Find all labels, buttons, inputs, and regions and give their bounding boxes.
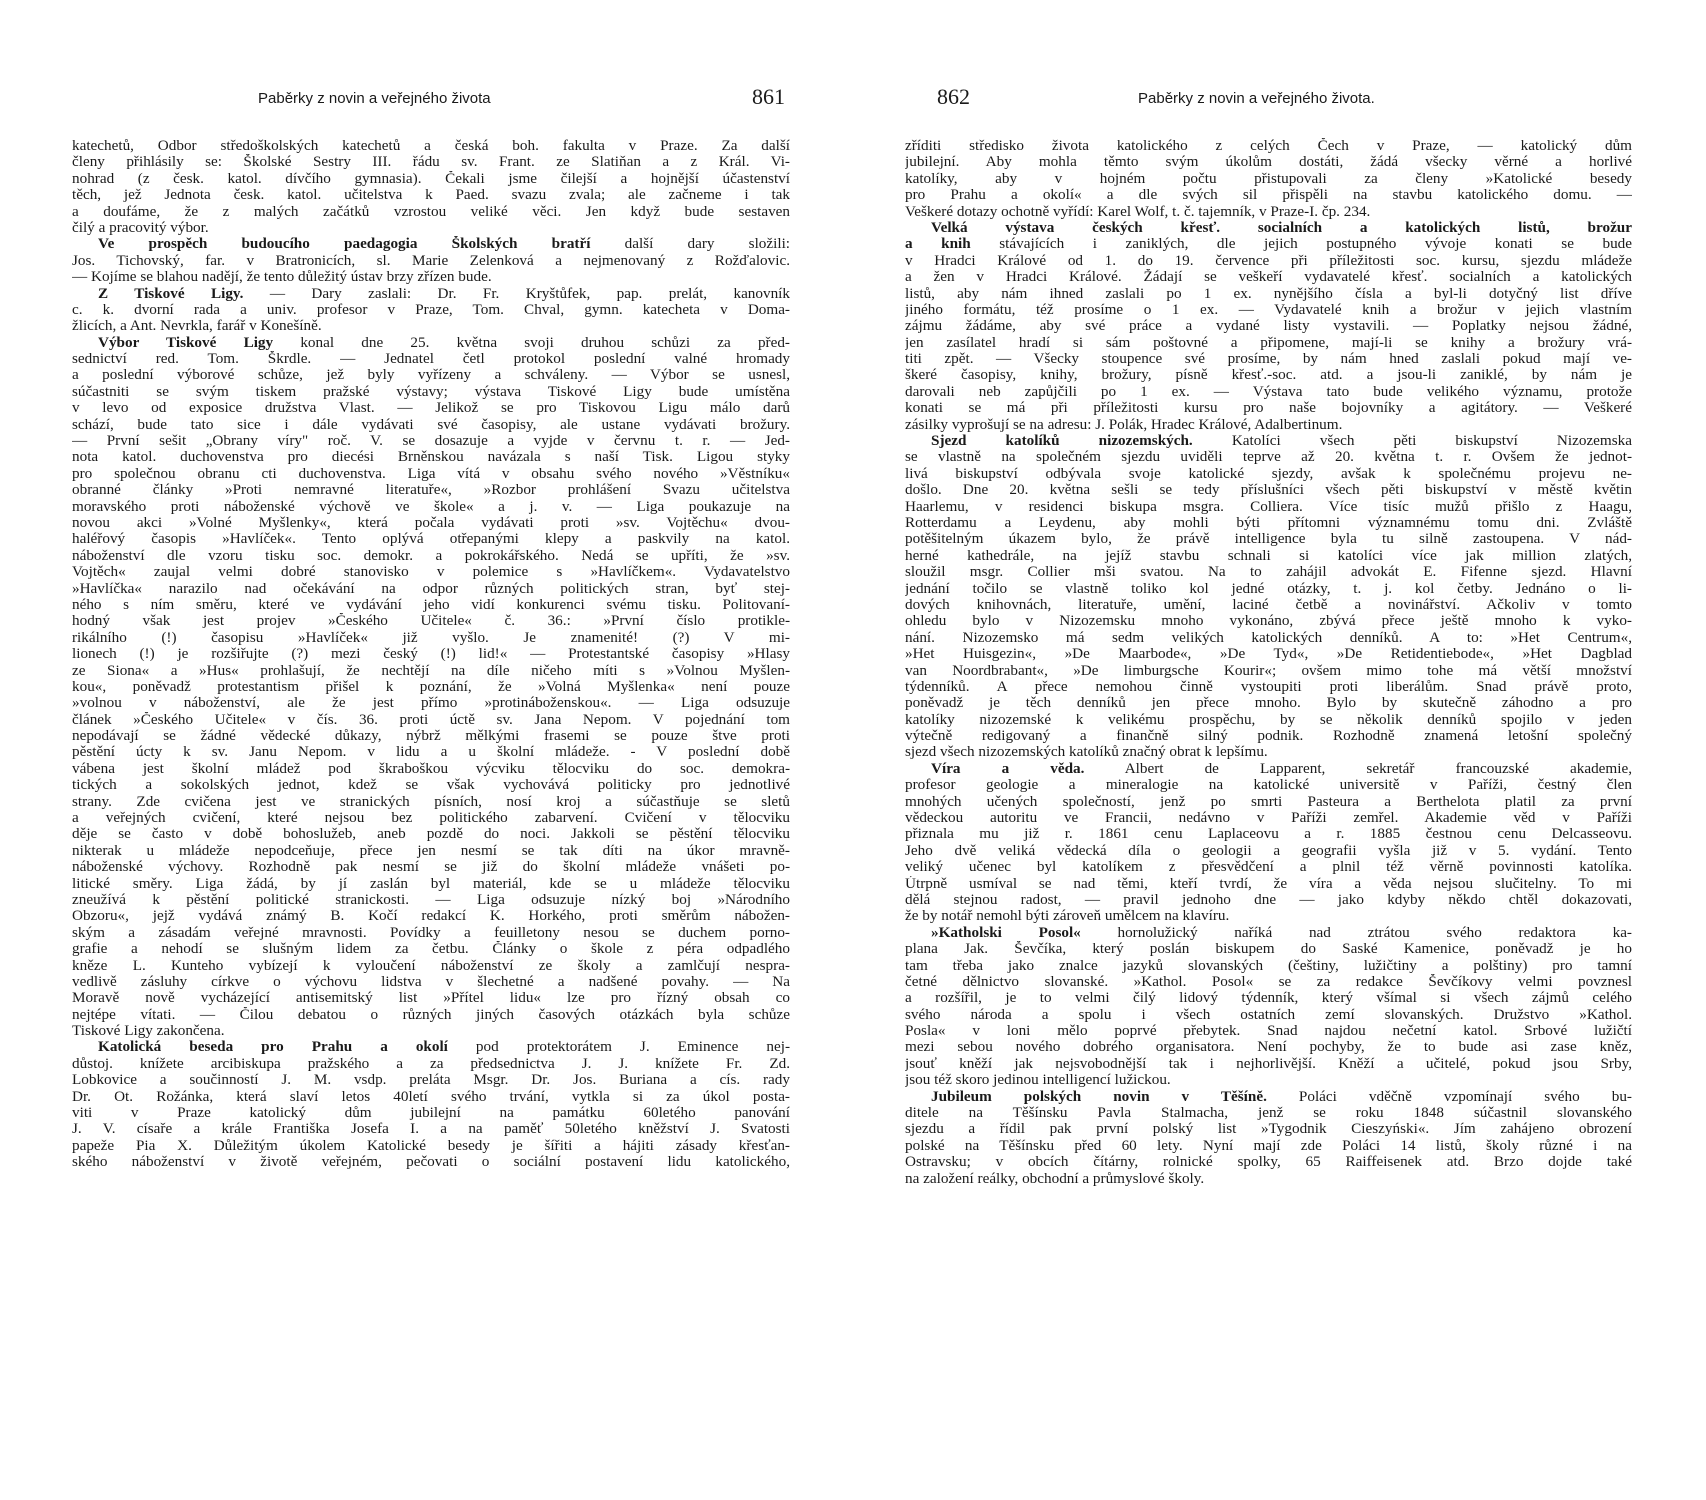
text-line: sjezdu a řídil pak první polský list »Tygodnik Cieszyński«. Jím zahájeno obrození: [905, 1121, 1632, 1138]
text-line: listů, aby nám ihned zaslali po 1 ex. nynějšího čísla a byl-li dotyčný list dříve: [905, 285, 1632, 302]
text-line: týdenníků. A přece nemohou činně vystoupiti proti liberálům. Snad právě proto,: [905, 678, 1632, 695]
running-head: Paběrky z novin a veřejného života: [258, 90, 491, 107]
text-line: a rozšířil, je to velmi čilý lidový týdenník, který všímal si všech zájmů celého: [905, 990, 1632, 1007]
text-line: vábena jest školní mládež pod škraboškou výcviku tělocviku do soc. demokra-: [72, 760, 790, 777]
text-line: nání. Nizozemsko má sedm velikých katolických denníků. A to: »Het Centrum«,: [905, 629, 1632, 646]
text-line: jiného formátu, též prosíme o 1 ex. — Vydavatelé knih a brožur v jejich vlastním: [905, 301, 1632, 318]
text-line: konati se má při příležitosti kursu pro naše bojovníky a agitátory. — Veškeré: [905, 400, 1632, 417]
text-line: ohledu bylo v Nizozemsku mnoho vykonáno, zbývá přece ještě mnoho k vyko-: [905, 613, 1632, 630]
text-line: přiznala mu již r. 1861 cenu Laplaceovu a r. 1885 čestnou cenu Delcasseovu.: [905, 826, 1632, 843]
text-line: Veškeré dotazy ochotně vyřídí: Karel Wolf, t. č. tajemník, v Praze-I. čp. 234.: [905, 203, 1371, 220]
text-line: dělá stejnou radost, — pravil jednoho dne — jako kdyby někdo chtěl dokazovati,: [905, 891, 1632, 908]
text-line: van Noordbrabant«, »De limburgsche Kourir«; ovšem mimo tohe má větší množství: [905, 662, 1632, 679]
text-line: papeže Pia X. Důležitým úkolem Katolické besedy je šířiti a hájiti zásady křesťan-: [72, 1137, 790, 1154]
text-line: mnohých učených společností, jenž po smrti Pasteura a Berthelota platil za první: [905, 793, 1632, 810]
text-line: viti v Praze katolický dům jubilejní na památku 60letého panování: [72, 1105, 790, 1122]
text-line: strany. Zde cvičena jest ve stranických písních, nosí kroj a súčastňuje se sletů: [72, 793, 790, 810]
page-number: 861: [752, 84, 785, 109]
text-line: sednictví red. Tom. Škrdle. — Jednatel četl protokol poslední valné hromady: [72, 351, 790, 368]
text-line: v levo od exposice družstva Vlast. — Jelikož se pro Tiskovou Ligu málo darů: [72, 400, 790, 417]
text-line: nejtépe vítati. — Čilou debatou o různých jiných časových otázkách byla schůze: [72, 1006, 790, 1023]
text-line: Ve prospěch budoucího paedagogia Školských bratří další dary složili:: [98, 236, 790, 253]
text-line: katolíky nizozemské k velikému prospěchu, by se několik denníků spojilo v jeden: [905, 711, 1632, 728]
text-line: Výbor Tiskové Ligy konal dne 25. května svoji druhou schůzi za před-: [98, 334, 790, 351]
text-line: se vlastně na společném sjezdu uviděli teprve až 20. května t. r. Ovšem že jednot-: [905, 449, 1632, 466]
text-line: grafie a nehodí se slušným lidem za četbu. Články o škole z péra odpadlého: [72, 941, 790, 958]
text-line: Z Tiskové Ligy. — Dary zaslali: Dr. Fr. Kryštůfek, pap. prelát, kanovník: [98, 285, 790, 302]
text-line: těch, jež Jednota česk. katol. učitelstva k Paed. svazu zvala; ale začneme i tak: [72, 187, 790, 204]
text-line: nota katol. duchovenstva pro diecési Brněnskou navázala s naší Tisk. Ligou styky: [72, 449, 790, 466]
text-line: zájmu žádáme, aby své práce a vydané listy vystavili. — Poplatky nejsou žádné,: [905, 318, 1632, 335]
text-line: nohrad (z česk. katol. dívčího gymnasia). Čekali jsme čilejší a hojnější účastenství: [72, 170, 790, 187]
text-column: [72, 138, 790, 1171]
text-line: vědeckou autoritu ve Francii, nedávno v Paříži zemřel. Akademie věd v Paříži: [905, 810, 1632, 827]
text-line: tam třeba jako znalce jazyků slovanských (češtiny, lužičtiny a polštiny) pro tamní: [905, 957, 1632, 974]
text-line: a doufáme, že z malých začátků vzrostou veliké věci. Jen když bude sestaven: [72, 203, 790, 220]
text-line: a poslední výborové schůze, jež byly vyřízeny a schváleny. — Výbor se usnesl,: [72, 367, 790, 384]
running-head: Paběrky z novin a veřejného života.: [1138, 90, 1375, 107]
text-line: veliký učenec byl katolíkem z přesvědčení a plnil též věrně povinnosti katolíka.: [905, 859, 1632, 876]
text-line: Víra a věda. Albert de Lapparent, sekretář francouzské akademie,: [931, 760, 1632, 777]
text-line: Ostravsku; v obcích čítárny, rolnické spolky, 65 Raiffeisenek atd. Brzo dojde také: [905, 1154, 1632, 1171]
text-line: Jeho dvě veliká vědecká díla o geologii a geografii vyšla již v 5. vydání. Tento: [905, 842, 1632, 859]
page-number: 862: [937, 84, 970, 109]
text-line: kou«, poněvadž protestantism přišel k poznání, že »Volná Myšlenka« není pouze: [72, 678, 790, 695]
right-page: [853, 0, 1706, 1500]
text-line: ného s ním směru, které ve vydávání jeho vidí konkurenci svému tisku. Politovaní-: [72, 596, 790, 613]
text-line: četné dělnictvo slovanské. »Kathol. Posol« se za redakce Ševčíkovy velmi povznesl: [905, 973, 1632, 990]
text-line: Katolická beseda pro Prahu a okolí pod protektorátem J. Eminence nej-: [98, 1039, 790, 1056]
text-line: děje se často v době bohoslužeb, aneb pozdě do noci. Jakkoli se pěstění tělocviku: [72, 826, 790, 843]
text-line: zneužívá k pěstění politické stranickosti. — Liga odsuzuje nízký boj »Národního: [72, 891, 790, 908]
text-line: čilý a pracovitý výbor.: [72, 219, 209, 236]
text-line: hodný však jest projev »Českého Učitele« č. 36.: »První číslo protikle-: [72, 613, 790, 630]
text-line: obranné články »Proti nemravné literatuře«, »Rozbor prohlášení Svazu učitelstva: [72, 482, 790, 499]
text-line: »Havlíčka« narazilo nad očekávání na odpor různých politických stran, byť stej-: [72, 580, 790, 597]
text-line: Jos. Tichovský, far. v Bratronicích, sl. Marie Zelenková a nejmenovaný z Rožďalovic.: [72, 252, 790, 269]
text-line: tických a sokolských jednot, kdež se však vychovává politicky pro jednotlivé: [72, 777, 790, 794]
text-line: Jubileum polských novin v Těšíně. Poláci vděčně vzpomínají svého bu-: [931, 1088, 1632, 1105]
text-line: dových knihovnách, literatuře, umění, laciné četbě a novinářství. Ačkoliv v tomto: [905, 596, 1632, 613]
text-line: kněze L. Kunteho vybízejí k vyloučení náboženství ze školy a zamlčují nespra-: [72, 957, 790, 974]
text-line: ze Siona« a »Hus« prohlašují, že nechtějí na díle ničeho míti s »Volnou Myšlen-: [72, 662, 790, 679]
text-line: novou akci »Volné Myšlenky«, která počala vydávati proti »sv. Vojtěchu« dvou-: [72, 514, 790, 531]
text-line: vedlivě zásluhy církve o výchovu lidstva v šlechetné a nadšené povahy. — Na: [72, 973, 790, 990]
text-line: a veřejných cvičení, které nejsou bez politického zabarvení. Cvičení v tělocviku: [72, 810, 790, 827]
bold-heading: Ve prospěch budoucího paedagogia Školských bratří: [98, 236, 591, 253]
text-line: Útrpně usmíval se nad těmi, kteří tvrdí, že víra a věda nejsou slučitelny. To mi: [905, 875, 1632, 892]
text-line: článek »Českého Učitele« v čís. 36. proti úctě sv. Jana Nepom. V pojednání tom: [72, 711, 790, 728]
text-line: ditele na Těšínsku Pavla Stalmacha, jenž se roku 1848 súčastnil slovanského: [905, 1105, 1632, 1122]
text-line: Lobkovice a součinností J. M. vsdp. preláta Msgr. Dr. Jos. Buriana a cís. rady: [72, 1072, 790, 1089]
text-line: mezi sebou nového dobrého organisatora. Není pochyby, že to bude asi zase kněz,: [905, 1039, 1632, 1056]
text-line: livá biskupství odbývala svoje katolické sjezdy, avšak k společnému projevu ne-: [905, 465, 1632, 482]
text-line: darovali neb zapůjčili po 1 ex. — Výstava tato bude velikého významu, protože: [905, 383, 1632, 400]
bold-heading: Velká výstava českých křesť. socialních a katolických listů, brožur: [931, 219, 1632, 236]
text-line: moravského proti náboženské výchově ve škole« a j. v. — Liga poukazuje na: [72, 498, 790, 515]
text-line: Dr. Ot. Rožánka, která slaví letos 40letí svého trvání, vytkla si za úkol posta-: [72, 1088, 790, 1105]
text-line: pěstění úcty k sv. Janu Nepom. v lidu a u školní mládeže. - V poslední době: [72, 744, 790, 761]
text-line: pro společnou obranu cti duchovenstva. Liga vítá v obsahu svého nového »Věstníku«: [72, 465, 790, 482]
text-line: na založení reálky, obchodní a průmyslové školy.: [905, 1170, 1205, 1187]
text-line: došlo. Dne 20. května sešli se tedy příslušníci všech pěti biskupství v městě květin: [905, 482, 1632, 499]
text-line: v Hradci Králové od 1. do 19. července při příležitosti soc. kursu, sjezdu mládeže: [905, 252, 1632, 269]
text-line: rikálního (!) časopisu »Havlíček« již vyšlo. Je znamenité! (?) V mi-: [72, 629, 790, 646]
text-line: c. k. dvorní rada a univ. profesor v Praze, Tom. Chval, gymn. katecheta v Doma-: [72, 301, 790, 318]
text-line: jen zasílatel hradí si sám poštovné a připomene, mají-li se knihy a brožury vrá-: [905, 334, 1632, 351]
text-line: J. V. císaře a krále Františka Josefa I. a na paměť 50letého kněžství J. Svatosti: [72, 1121, 790, 1138]
text-line: a žen v Hradci Králové. Žádají se veškeří vydavatelé křesť. socialních a katolických: [905, 269, 1632, 286]
bold-heading: »Katholski Posol«: [931, 924, 1081, 941]
text-line: — Kojíme se blahou nadějí, že tento důležitý ústav brzy zřízen bude.: [72, 269, 492, 286]
text-line: Sjezd katolíků nizozemských. Katolíci všech pěti biskupství Nizozemska: [931, 433, 1632, 450]
text-line: potěšitelným úkazem bylo, že právě intelligence byla tu silně zastoupena. V nád-: [905, 531, 1632, 548]
bold-heading: Katolická beseda pro Prahu a okolí: [98, 1039, 448, 1056]
text-line: důstoj. knížete arcibiskupa pražského a za předsednictva J. J. knížete Fr. Zd.: [72, 1055, 790, 1072]
text-line: ským a zásadám veřejné mravnosti. Povídky a feuilletony nesou se duchem porno-: [72, 924, 790, 941]
text-line: katolíky, aby v hojném počtu přistupovali za členy »Katolické besedy: [905, 170, 1632, 187]
bold-heading: Z Tiskové Ligy.: [98, 285, 244, 302]
text-line: zásilky vyprošují se na adresu: J. Polák, Hradec Králové, Adalbertinum.: [905, 416, 1343, 433]
text-line: Moravě nově vycházející antisemitský list »Přítel lidu« lze pro řízný obsah co: [72, 990, 790, 1007]
text-line: členy přihlásily se: Školské Sestry III. řádu sv. Frant. ze Slatiňan a z Král. Vi-: [72, 154, 790, 171]
text-line: jednání točilo se vlastně toliko kol jedné otázky, t. j. kol četby. Jednáno o li-: [905, 580, 1632, 597]
text-line: [905, 220, 1632, 236]
bold-heading: Sjezd katolíků nizozemských.: [931, 433, 1193, 450]
text-line: Vojtěch« zaujal velmi dobré stanovisko v polemice s »Havlíčkem«. Vydavatelstvo: [72, 564, 790, 581]
text-line: »Het Huisgezin«, »De Maarbode«, »De Tyd«, »De Retidentiebode«, »Het Dagblad: [905, 646, 1632, 663]
text-line: škeré časopisy, knihy, brožury, písně křesť.-soc. atd. a jsou-li zaniklé, by nám je: [905, 367, 1632, 384]
text-line: nepodávají se žádné vědecké důkazy, nýbrž mělkými frasemi se pouze štve proti: [72, 728, 790, 745]
text-line: ského náboženství v životě veřejném, pečovati o sociální postavení lidu katolického,: [72, 1154, 790, 1171]
text-line: katechetů, Odbor středoškolských katechetů a česká boh. fakulta v Praze. Za další: [72, 138, 790, 154]
text-line: lionech (!) je rozšiřujte (?) mezi český (!) lid!« — Protestantské časopisy »Hlasy: [72, 646, 790, 663]
text-column: [905, 138, 1632, 1187]
text-line: »Katholski Posol« hornolužický naříká nad ztrátou svého redaktora ka-: [931, 924, 1632, 941]
text-line: Tiskové Ligy zakončena.: [72, 1023, 225, 1040]
text-line: pro Prahu a okolí« a dle svých sil přispěli na stavbu katolického domu. —: [905, 187, 1632, 204]
text-line: že by notář nemohl býti zároveň umělcem na klavíru.: [905, 908, 1230, 925]
text-line: jubilejní. Aby mohla těmto svým úkolům dostáti, žádá všecky věrné a horlivé: [905, 154, 1632, 171]
text-line: poněvadž je těch denníků jen přece mnoho. Bylo by skutečně záhodno a pro: [905, 695, 1632, 712]
text-line: sloužil msgr. Collier mši svatou. Na to zahájil advokát E. Fifenne sjezd. Hlavní: [905, 564, 1632, 581]
bold-heading: Výbor Tiskové Ligy: [98, 334, 274, 351]
text-line: súčastniti se svým tiskem pražské výstavy; výstava Tiskové Ligy bude umístěna: [72, 383, 790, 400]
text-line: svého národa a spolu i všech ostatních zemí slovanských. Družstvo »Kathol.: [905, 1006, 1632, 1023]
text-line: jsouť kněží jak nejsvobodnější tak i nejhorlivější. Kněží a učitelé, pokud jsou Srby,: [905, 1055, 1632, 1072]
text-line: žlicích, a Ant. Nevrkla, farář v Konešíně.: [72, 318, 322, 335]
text-line: Posla« v loni mělo poprvé přebytek. Snad najdou nečetní katol. Srbové lužičtí: [905, 1023, 1632, 1040]
text-line: Haarlemu, v residenci biskupa msgra. Colliera. Více tisíc mužů přišlo z Haagu,: [905, 498, 1632, 515]
text-line: výtečně redigovaný a finančně silný podnik. Rozhodně znamená letošní společný: [905, 728, 1632, 745]
bold-heading: Víra a věda.: [931, 760, 1085, 777]
text-line: herné kathedrále, na jejíž stavbu schnali si katolíci více jak million zlatých,: [905, 547, 1632, 564]
text-line: náboženství dle vzoru tisku soc. demokr. a pokrokářského. Nedá se upříti, že »sv.: [72, 547, 790, 564]
text-line: haléřový časopis »Havlíček«. Tento oplývá otřepanými klepy a paskvily na katol.: [72, 531, 790, 548]
text-line: polské na Těšínsku před 60 lety. Nyní mají zde Poláci 14 listů, školy různé i na: [905, 1137, 1632, 1154]
bold-heading: Jubileum polských novin v Těšíně.: [931, 1088, 1267, 1105]
text-line: plana Jak. Ševčíka, který poslán biskupem do Saské Kamenice, poněvadž je ho: [905, 941, 1632, 958]
text-line: jsou též skoro jedinou intelligencí lužickou.: [905, 1072, 1171, 1089]
text-line: titi zpět. — Všecky stoupence své prosíme, by nám hned zaslali pokud mají ve-: [905, 351, 1632, 368]
text-line: nikterak u mládeže nepodceňuje, přece jen nesmí se tak díti na úkor mravně-: [72, 842, 790, 859]
text-line: »volnou v náboženství, ale že jest přímo »protináboženskou«. — Liga odsuzuje: [72, 695, 790, 712]
text-line: a knih stávajících i zaniklých, dle jejich postupného vývoje konati se bude: [905, 236, 1632, 253]
text-line: litické směry. Liga žádá, by jí zaslán byl materiál, kde se u mládeže tělocviku: [72, 875, 790, 892]
text-line: Rotterdamu a Leydenu, aby mohli býti přítomni významnému tomu dni. Zvláště: [905, 514, 1632, 531]
bold-heading: a knih: [905, 236, 971, 253]
text-line: náboženské výchovy. Rozhodně pak nesmí se již do školní mládeže vnášeti po-: [72, 859, 790, 876]
text-line: Obzoru«, jejž vydává známý B. Kočí redakcí K. Horkého, proti směrům nábožen-: [72, 908, 790, 925]
text-line: schází, bude tato sice i dále vydávati své časopisy, ale ustane vydávati brožury.: [72, 416, 790, 433]
text-line: sjezd všech nizozemských katolíků značný obrat k lepšímu.: [905, 744, 1268, 761]
text-line: profesor geologie a mineralogie na katolické universitě v Paříži, čestný člen: [905, 777, 1632, 794]
text-line: zříditi středisko života katolického z celých Čech v Praze, — katolický dům: [905, 138, 1632, 154]
text-line: — První sešit „Obrany víry" roč. V. se dosazuje a vyjde v červnu t. r. — Jed-: [72, 433, 790, 450]
